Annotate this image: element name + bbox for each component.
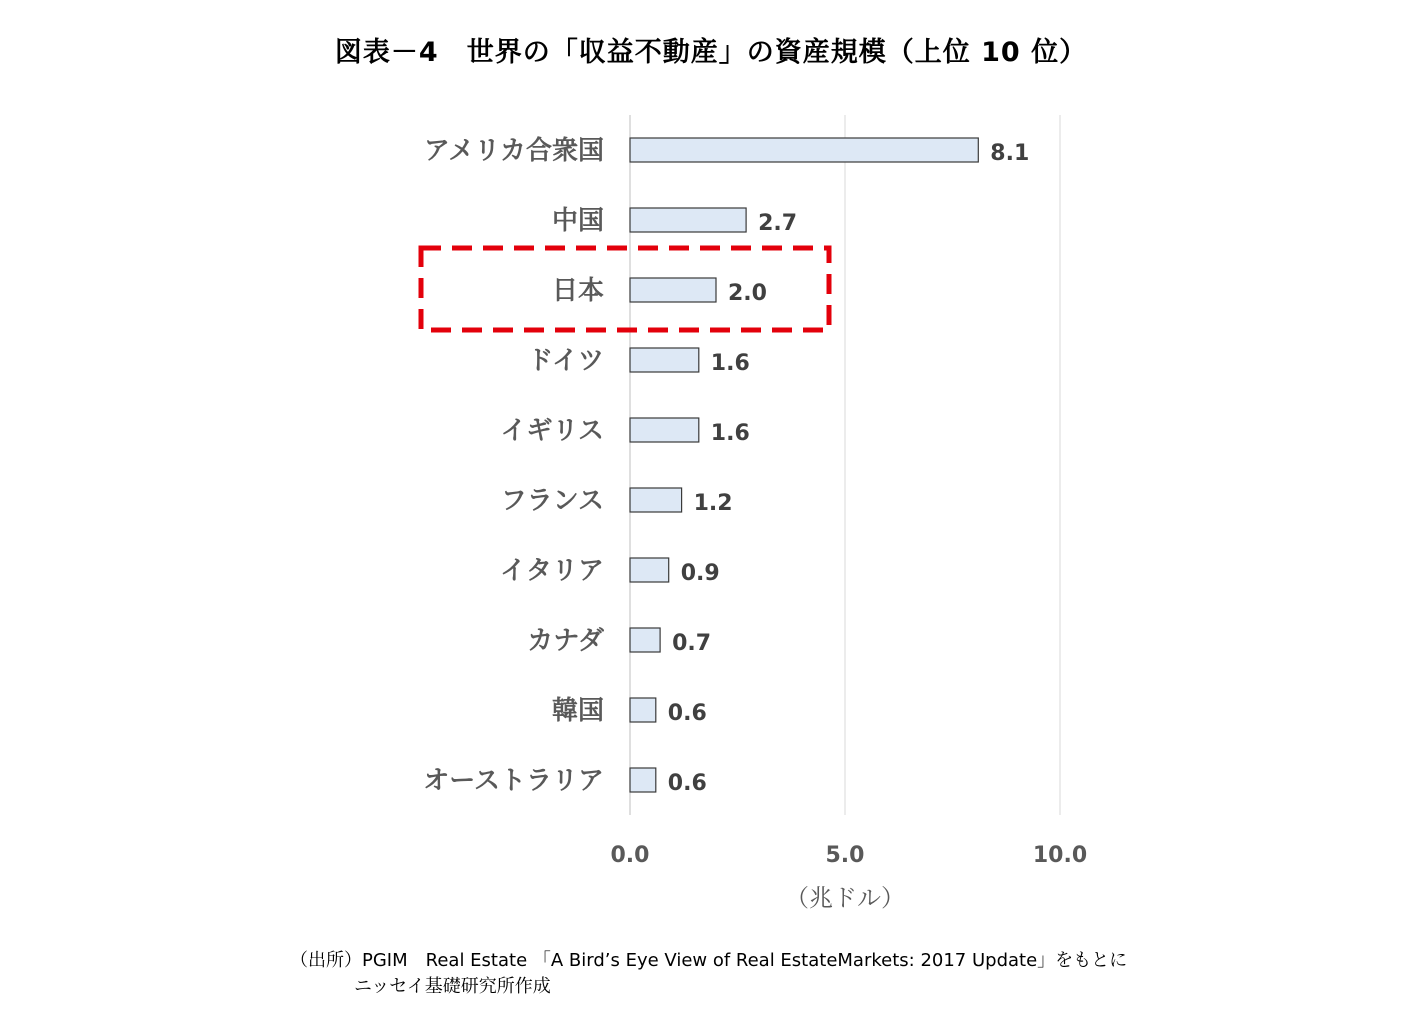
- value-label: 8.1: [990, 141, 1030, 166]
- x-tick-label: 10.0: [1032, 843, 1088, 868]
- bar: [630, 488, 682, 512]
- category-label: 中国: [551, 206, 604, 236]
- bar: [630, 208, 746, 232]
- bar: [630, 558, 669, 582]
- category-label: イタリア: [499, 556, 604, 586]
- x-axis-label: （兆ドル）: [785, 884, 905, 912]
- value-label: 0.9: [680, 561, 720, 586]
- bar: [630, 348, 699, 372]
- value-label: 2.0: [728, 281, 767, 306]
- chart-title: 図表－4 世界の「収益不動産」の資産規模（上位 10 位）: [334, 37, 1088, 68]
- value-label: 1.6: [710, 351, 750, 376]
- category-label: フランス: [500, 486, 604, 516]
- value-label: 1.2: [693, 491, 733, 516]
- source-line-2: ニッセイ基礎研究所作成: [354, 976, 551, 997]
- bar: [630, 698, 656, 722]
- highlight-box: [421, 248, 829, 330]
- bar: [630, 418, 699, 442]
- bar: [630, 278, 716, 302]
- value-label: 0.6: [667, 771, 707, 796]
- source-note: [290, 948, 1127, 1000]
- category-label: オーストラリア: [423, 766, 604, 796]
- x-tick-label: 0.0: [610, 843, 650, 868]
- bar: [630, 628, 660, 652]
- category-label: ドイツ: [527, 346, 604, 376]
- category-label: カナダ: [527, 626, 604, 656]
- x-tick-label: 5.0: [825, 843, 865, 868]
- labels: [421, 135, 1087, 868]
- bar: [630, 768, 656, 792]
- bar: [630, 138, 978, 162]
- category-label: アメリカ合衆国: [423, 136, 604, 166]
- value-label: 0.6: [667, 701, 707, 726]
- category-label: 日本: [551, 276, 604, 306]
- category-label: イギリス: [500, 416, 604, 446]
- value-label: 2.7: [758, 211, 798, 236]
- value-label: 0.7: [672, 631, 712, 656]
- source-line-1: （出所）PGIM Real Estate 「A Bird’s Eye View of Real EstateMarkets: 2017 Update」をもとに: [290, 950, 1128, 971]
- value-label: 1.6: [710, 421, 750, 446]
- category-label: 韓国: [551, 696, 604, 726]
- bars: [630, 138, 978, 792]
